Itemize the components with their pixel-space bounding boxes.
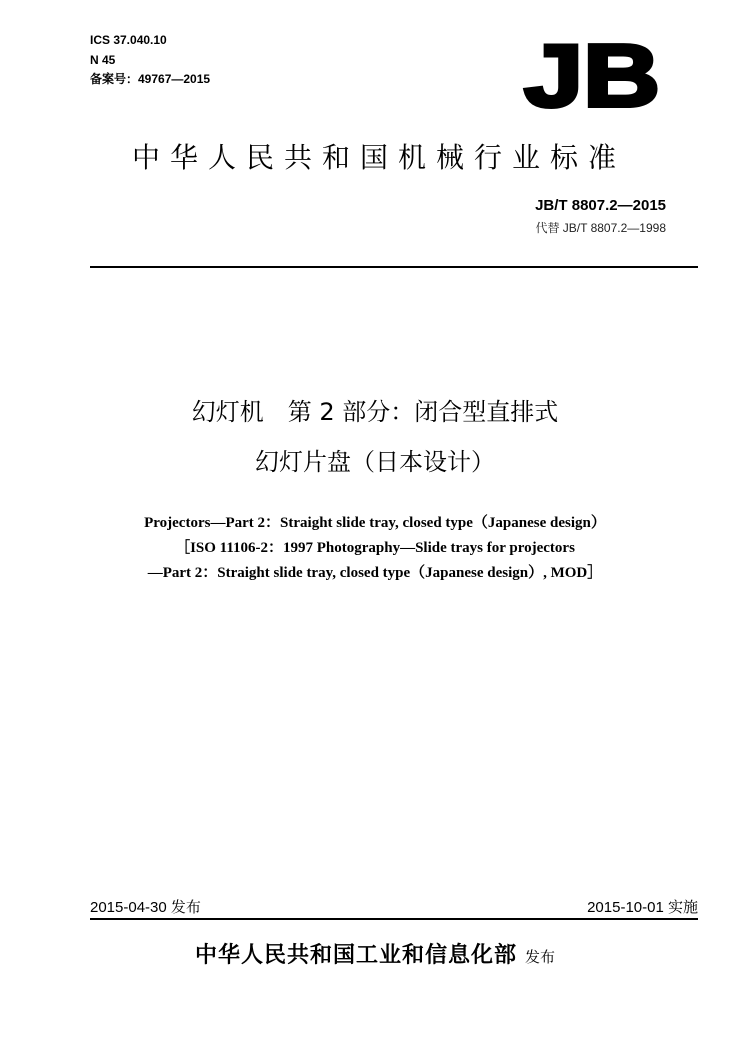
top-divider (90, 266, 698, 268)
ccs-code: N 45 (90, 53, 116, 67)
ics-code: ICS 37.040.10 (90, 33, 167, 47)
issuer-suffix: 发布 (525, 948, 556, 966)
title-cn-line-2: 幻灯片盘（日本设计） (255, 448, 495, 476)
title-cn-line-1: 幻灯机 第 2 部分：闭合型直排式 (191, 398, 559, 426)
jb-logo-text: JB (524, 40, 660, 110)
title-en-line-1: Projectors—Part 2：Straight slide tray, closed type（Japanese design） (144, 515, 606, 531)
header-title: 中华人民共和国机械行业标准 (131, 141, 626, 174)
issuer-block (0, 941, 750, 972)
bottom-divider (90, 918, 698, 920)
publish-date: 2015-04-30 发布 (90, 899, 201, 916)
title-en-line-3: —Part 2：Straight slide tray, closed type（Japanese design）, MOD］ (147, 565, 603, 581)
implement-date: 2015-10-01 实施 (587, 899, 698, 916)
title-en-line-2: ［ISO 11106-2：1997 Photography—Slide trays for projectors (175, 540, 575, 556)
jb-logo (522, 40, 662, 110)
replaces-standard: 代替 JB/T 8807.2—1998 (535, 221, 666, 235)
issuer-name: 中华人民共和国工业和信息化部 (194, 943, 517, 968)
standard-number: JB/T 8807.2—2015 (535, 197, 666, 214)
record-number: 备案号：49767—2015 (90, 72, 211, 86)
